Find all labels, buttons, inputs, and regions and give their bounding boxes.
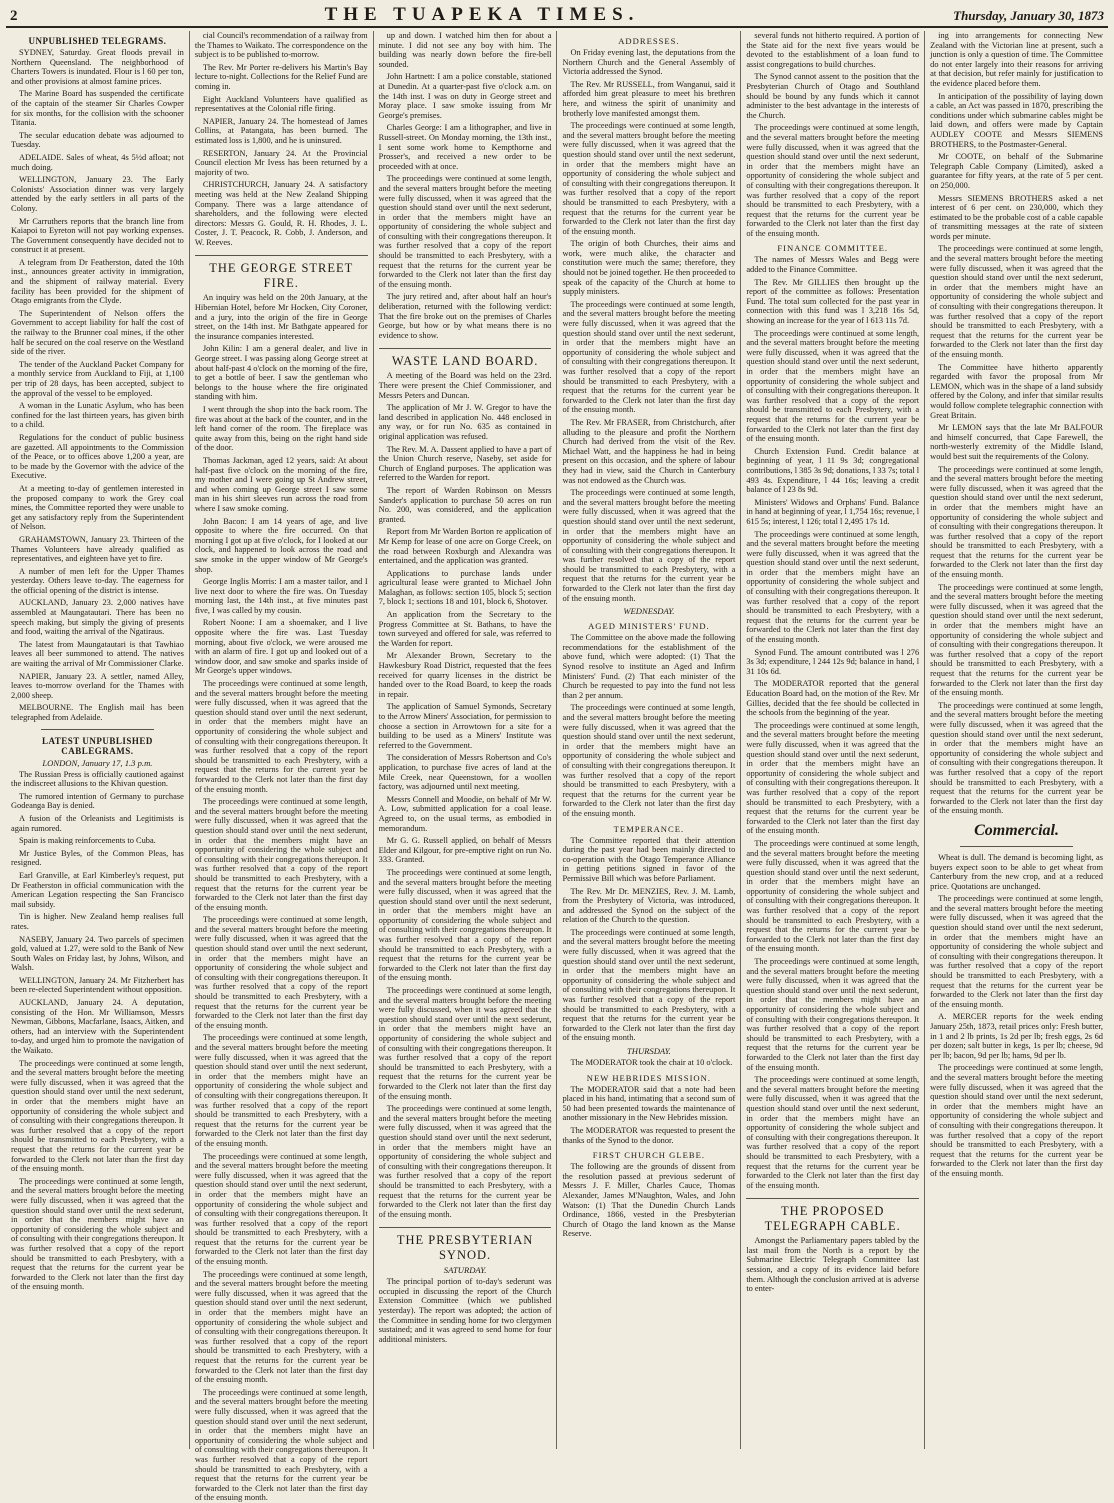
article-paragraph: The MODERATOR said that a note had been placed in his hand, intimating that a second sum of 50 had been presented towards the maintenance of another missionary in the New Hebrides mission. bbox=[562, 1084, 736, 1123]
article-paragraph: The report of Warden Robinson on Messrs Sander's application to purchase 50 acres on run No. 200, was considered, and the application granted. bbox=[378, 485, 552, 524]
article-paragraph: At a meeting to-day of gentlemen interested in the proposed company to work the Grey coal mines, the Committee reported they were unable to get any satisfactory reply from the Superintendent of Nelson. bbox=[11, 483, 184, 532]
article-paragraph: A fusion of the Orleanists and Legitimists is again rumored. bbox=[11, 813, 184, 833]
article-paragraph: The proceedings were continued at some length, and the several matters brought before the meeting were fully discussed, when it was agreed that the question should stand over until the next sederunt, in order that the members might have an opportunity of considering the whole subject and of consulting with their congregations thereupon. It was further resolved that a copy of the report should be transmitted to each Presbytery, with a request that the returns for the current year be forwarded to the Clerk not later than the first day of the ensuing month. bbox=[11, 1058, 184, 1174]
article-paragraph: The tender of the Auckland Packet Company for a monthly service from Auckland to Fiji, at 1,100 per trip of 28 days, has been accepted, subject to the approval of the vessel to be employed. bbox=[11, 359, 184, 398]
article-paragraph: The proceedings were continued at some length, and the several matters brought before the meeting were fully discussed, when it was agreed that the question should stand over until the next sederunt, in order that the members might have an opportunity of considering the whole subject and of consulting with their congregations thereupon. It was further resolved that a copy of the report should be transmitted to each Presbytery, with a request that the returns for the current year be forwarded to the Clerk not later than the first day of the ensuing month. bbox=[930, 1063, 1103, 1178]
article-paragraph: Earl Granville, at Earl Kimberley's request, put Dr Featherston in official communication with the American Legation respecting the San Francisco mail subsidy. bbox=[11, 870, 184, 909]
article-paragraph: The Rev. M. A. Dassent applied to have a part of the Union Church reserve, Naseby, set aside for Church of England purposes. The application was referred to the Warden for report. bbox=[378, 444, 552, 483]
headline-waste-land-board: WASTE LAND BOARD. bbox=[379, 348, 552, 369]
article-paragraph: GRAHAMSTOWN, January 23. Thirteen of the Thames Volunteers have already qualified as representatives, and eighteen have yet to fire. bbox=[11, 534, 184, 564]
article-paragraph: The proceedings were continued at some length, and the several matters brought before the meeting were fully discussed, when it was agreed that the question should stand over until the next sederunt, in order that the members might have an opportunity of considering the whole subject and of consulting with their congregations thereupon. It was further resolved that a copy of the report should be transmitted to each Presbytery, with a request that the returns for the current year be forwarded to the Clerk not later than the first day of the ensuing month. bbox=[930, 700, 1103, 816]
article-paragraph: The proceedings were continued at some length, and the several matters brought before the meeting were fully discussed, when it was agreed that the question should stand over until the next sederunt, in order that the members might have an opportunity of considering the whole subject and of consulting with their congregations thereupon. It was further resolved that a copy of the report should be transmitted to each Presbytery, with a request that the returns for the current year be forwarded to the Clerk not later than the first day of the ensuing month. bbox=[194, 1033, 368, 1148]
article-paragraph: Messrs Connell and Moodie, on behalf of Mr W. A. Low, submitted application for a coal lease. Agreed to, on the usual terms, as embodied in memorandum. bbox=[378, 794, 552, 833]
article-paragraph: A number of men left for the Upper Thames yesterday. Others leave to-day. The eagerness for the official opening of the district is intense. bbox=[11, 566, 184, 595]
article-paragraph: MELBOURNE. The English mail has been telegraphed from Adelaide. bbox=[11, 703, 184, 722]
columns bbox=[6, 31, 1108, 1503]
section-heading: NEW HEBRIDES MISSION. bbox=[586, 1072, 711, 1083]
article-paragraph: An inquiry was held on the 20th January, at the Hibernian Hotel, before Mr Hocken, City Coroner, and a jury, into the origin of the fire in George street, on the 14th inst. Mr Bathgate appeared for the insurance companies interested. bbox=[194, 293, 368, 341]
column-6 bbox=[925, 31, 1108, 1449]
article-paragraph: AUCKLAND, January 24. A deputation, consisting of the Hon. Mr Williamson, Messrs Newman, Gibbons, Macfarlane, Isaacs, Aitken, and others, had an interview with the Superintendent to-day, and urged him to promote the navigation of the Waikato. bbox=[11, 998, 184, 1056]
article-paragraph: NASEBY, January 24. Two parcels of specimen gold, valued at 1.27, were sold to the Bank of New South Wales on Friday last, by Johns, Wilson, and Walsh. bbox=[11, 934, 184, 973]
article-paragraph: The application of Mr J. W. Gregor to have the land described in application No. 448 enclosed in any way, or for run No. 635 as contained in original application was refused. bbox=[378, 403, 552, 441]
article-paragraph: The rumored intention of Germany to purchase Godeanga Bay is denied. bbox=[11, 791, 184, 811]
article-paragraph: The Russian Press is officially cautioned against the indiscreet allusions to the Khivan question. bbox=[11, 769, 184, 789]
article-paragraph: The proceedings were continued at some length, and the several matters brought before the meeting were fully discussed, when it was agreed that the question should stand over until the next sederunt, in order that the members might have an opportunity of considering the whole subject and of consulting with their congregations thereupon. It was further resolved that a copy of the report should be transmitted to each Presbytery, with a request that the returns for the current year be forwarded to the Clerk not later than the first day of the ensuing month. bbox=[194, 915, 368, 1030]
article-paragraph: Mr LEMON says that the late Mr BALFOUR and himself concurred, that Cape Farewell, the north-westerly extremity of the Middle Island, would best suit the requirements of the Colony. bbox=[930, 423, 1103, 461]
column-2 bbox=[190, 31, 374, 1503]
article-paragraph: Wheat is dull. The demand is becoming light, as buyers expect soon to be able to get wheat from Canterbury from the new crop, and at a reduced price. Quotations are unchanged. bbox=[930, 852, 1103, 891]
column-4 bbox=[557, 31, 741, 1449]
article-paragraph: CHRISTCHURCH, January 24. A satisfactory meeting was held at the New Zealand Shipping Company. There was a large attendance of shareholders, and the following were elected directors: Messrs G. Gould, R. H. Rhodes, J. L. Coster, J. T. Peacock, R. Cobb, J. Anderson, and W. Reeves. bbox=[194, 180, 368, 247]
article-paragraph: The proceedings were continued at some length, and the several matters brought before the meeting were fully discussed, when it was agreed that the question should stand over until the next sederunt, in order that the members might have an opportunity of considering the whole subject and of consulting with their congregations thereupon. It was further resolved that a copy of the report should be transmitted to each Presbytery, with a request that the returns for the current year be forwarded to the Clerk not later than the first day of the ensuing month. bbox=[562, 927, 736, 1043]
article-paragraph: The names of Messrs Wales and Begg were added to the Finance Committee. bbox=[746, 255, 920, 275]
headline-unpublished-telegrams: UNPUBLISHED TELEGRAMS. bbox=[28, 36, 167, 46]
article-paragraph: Ministers' Widows and Orphans' Fund. Balance in hand at beginning of year, l 1,754 16s; revenue, l 615 5s; interest, l 126; total l 2,495 17s 1d. bbox=[746, 497, 920, 526]
article-paragraph: The proceedings were continued at some length, and the several matters brought before the meeting were fully discussed, when it was agreed that the question should stand over until the next sederunt, in order that the members might have an opportunity of considering the whole subject and of consulting with their congregations thereupon. It was further resolved that a copy of the report should be transmitted to each Presbytery, with a request that the returns for the current year be forwarded to the Clerk not later than the first day of the ensuing month. bbox=[746, 838, 920, 954]
article-paragraph: The Rev. Mr Porter re-delivers his Martin's Bay lecture to-night. Collections for the Relief Fund are coming in. bbox=[194, 62, 368, 91]
section-heading: WEDNESDAY. bbox=[623, 606, 675, 617]
headline-commercial: Commercial. bbox=[974, 821, 1059, 839]
article-paragraph: Regulations for the conduct of public business are gazetted. All appointments to the Commission of the Peace, or to offices above 1,200 a year, are to be made by the Governor with the advice of the Executive. bbox=[11, 432, 184, 481]
issue-date: Thursday, January 30, 1873 bbox=[953, 8, 1104, 23]
article-paragraph: The proceedings were continued at some length, and the several matters brought before the meeting were fully discussed, when it was agreed that the question should stand over until the next sederunt, in order that the members might have an opportunity of considering the whole subject and of consulting with their congregations thereupon. It was further resolved that a copy of the report should be transmitted to each Presbytery, with a request that the returns for the current year be forwarded to the Clerk not later than the first day of the ensuing month. bbox=[746, 529, 920, 645]
article-paragraph: The MODERATOR was requested to present the thanks of the Synod to the donor. bbox=[562, 1125, 736, 1145]
article-paragraph: The secular education debate was adjourned to Tuesday. bbox=[11, 130, 184, 150]
article-paragraph: Messrs SIEMENS BROTHERS asked a net interest of 6 per cent. on 230,000, which they estimated to be the probable cost of a cable capable of transmitting messages at the rate of sixteen words per minute. bbox=[930, 193, 1103, 241]
headline-telegraph-cable: THE PROPOSED TELEGRAPH CABLE. bbox=[746, 1198, 919, 1234]
article-paragraph: Mr Alexander Brown, Secretary to the Hawkesbury Road District, requested that the fees received for quarry licenses in the district be handed over to the Road Board, to keep the roads in repair. bbox=[378, 651, 552, 699]
article-paragraph: Eight Auckland Volunteers have qualified as representatives at the Colonial rifle firing. bbox=[194, 94, 368, 114]
column-1 bbox=[6, 31, 190, 1449]
article-paragraph: The jury retired and, after about half an hour's deliberation, returned with the following verdict: That the fire broke out on the premises of Charles George, but how or by what means there is no evidence to show. bbox=[378, 292, 552, 340]
article-paragraph: The Superintendent of Nelson offers the Government to accept liability for half the cost of the railway to the Brunner coal mines, if the other half be secured on the coal reserve on the Westland side of the river. bbox=[11, 308, 184, 357]
article-paragraph: The application of Samuel Symonds, Secretary to the Arrow Miners' Association, for permission to choose a section in Arrowtown for a site for a building to be used as a Miners' Institute was referred to the Government. bbox=[378, 702, 552, 750]
article-paragraph: Report from Mr Warden Borton re application of Mr Kemp for lease of one acre on Gorge Creek, on the road between Roxburgh and Alexandra was entertained, and the application was granted. bbox=[378, 527, 552, 566]
section-heading: THURSDAY. bbox=[626, 1046, 671, 1056]
article-paragraph: The proceedings were continued at some length, and the several matters brought before the meeting were fully discussed, when it was agreed that the question should stand over until the next sederunt, in order that the members might have an opportunity of considering the whole subject and of consulting with their congregations thereupon. It was further resolved that a copy of the report should be transmitted to each Presbytery, with a request that the returns for the current year be forwarded to the Clerk not later than the first day of the ensuing month. bbox=[746, 123, 920, 238]
article-paragraph: several funds not hitherto required. A portion of the State aid for the next five years would be devoted to the establishment of a loan fund to assist congregations to build churches. bbox=[746, 31, 920, 69]
article-paragraph: The Rev. Mr Dr. MENZIES, Rev. J. M. Lamb, from the Presbytery of Victoria, was introduced, and addressed the Synod on the subject of the relation of the Church to the question. bbox=[562, 886, 736, 925]
masthead bbox=[6, 4, 1108, 28]
divider bbox=[960, 846, 1073, 847]
article-paragraph: ADELAIDE. Sales of wheat, 4s 5½d afloat; not much doing. bbox=[11, 152, 184, 172]
article-paragraph: The principal portion of to-day's sederunt was occupied in discussing the report of the Church Extension Committee (which we published yesterday). The report was adopted; the action of the Committee in sending home for two clergymen sustained; and it was agreed to send home for four additional ministers. bbox=[378, 1277, 552, 1344]
article-paragraph: Mr Justice Byles, of the Common Pleas, has resigned. bbox=[11, 848, 184, 868]
article-paragraph: The Marine Board has suspended the certificate of the captain of the steamer Sir Charles Cowper for six months, for the collision with the schooner Titania. bbox=[11, 89, 184, 128]
article-paragraph: The proceedings were continued at some length, and the several matters brought before the meeting were fully discussed, when it was agreed that the question should stand over until the next sederunt, in order that the members might have an opportunity of considering the whole subject and of consulting with their congregations thereupon. It was further resolved that a copy of the report should be transmitted to each Presbytery, with a request that the returns for the current year be forwarded to the Clerk not later than the first day of the ensuing month. bbox=[194, 1151, 368, 1267]
article-paragraph: The following are the grounds of dissent from the resolution passed at previous sederunt of Messrs J. F. Miller, Charles Cauce, Thomas Alexander, James M'Naughton, Wales, and John Watson: (1) That the Dunedin Church Lands Ordinance, 1866, vested in the Presbyterian Church of Otago the land known as the Manse Reserve. bbox=[562, 1162, 736, 1239]
article-paragraph: George Inglis Morris: I am a master tailor, and I live next door to where the fire was. On Tuesday morning last, the 14th inst., at five minutes past five, I was called by my cousin. bbox=[194, 577, 368, 615]
dateline: SATURDAY. bbox=[443, 1265, 487, 1276]
article-paragraph: The proceedings were continued at some length, and the several matters brought before the meeting were fully discussed, when it was agreed that the question should stand over until the next sederunt, in order that the members might have an opportunity of considering the whole subject and of consulting with their congregations thereupon. It was further resolved that a copy of the report should be transmitted to each Presbytery, with a request that the returns for the current year be forwarded to the Clerk not later than the first day of the ensuing month. bbox=[194, 1269, 368, 1385]
article-paragraph: John Hartnett: I am a police constable, stationed at Dunedin. At a quarter-past five o'clock a.m. on the 14th inst. I was on duty in George street and Moray place. I saw smoke issuing from Mr George's premises. bbox=[378, 72, 552, 120]
page-number: 2 bbox=[10, 8, 18, 24]
article-paragraph: The proceedings were continued at some length, and the several matters brought before the meeting were fully discussed, when it was agreed that the question should stand over until the next sederunt, in order that the members might have an opportunity of considering the whole subject and of consulting with their congregations thereupon. It was further resolved that a copy of the report should be transmitted to each Presbytery, with a request that the returns for the current year be forwarded to the Clerk not later than the first day of the ensuing month. bbox=[378, 174, 552, 289]
article-paragraph: The proceedings were continued at some length, and the several matters brought before the meeting were fully discussed, when it was agreed that the question should stand over until the next sederunt, in order that the members might have an opportunity of considering the whole subject and of consulting with their congregations thereupon. It was further resolved that a copy of the report should be transmitted to each Presbytery, with a request that the returns for the current year be forwarded to the Clerk not later than the first day of the ensuing month. bbox=[562, 703, 736, 818]
article-paragraph: I went through the shop into the back room. The fire was about at the back of the counter, and in the left hand corner of the room. The fireplace was quite away from this, being on the right hand side of the door. bbox=[194, 405, 368, 453]
article-paragraph: The proceedings were continued at some length, and the several matters brought before the meeting were fully discussed, when it was agreed that the question should stand over until the next sederunt, in order that the members might have an opportunity of considering the whole subject and of consulting with their congregations thereupon. It was further resolved that a copy of the report should be transmitted to each Presbytery, with a request that the returns for the current year be forwarded to the Clerk not later than the first day of the ensuing month. bbox=[194, 1387, 368, 1503]
article-paragraph: A. MERCER reports for the week ending January 25th, 1873, retail prices only: Fresh butter, in 1 and 2 lb prints, 1s 2d per lb; fresh eggs, 2s 6d per dozen; salt butter in kegs, 1s per lb; cheese, 9d per lb; bacon, 9d per lb; hams, 9d per lb. bbox=[930, 1012, 1103, 1060]
article-paragraph: The origin of both Churches, their aims and work, were much alike, the character and constitution were much the same; therefore, they should not be joined together. He then proceeded to speak of the capacity of the Church at home to supply ministers. bbox=[562, 239, 736, 297]
article-paragraph: The proceedings were continued at some length, and the several matters brought before the meeting were fully discussed, when it was agreed that the question should stand over until the next sederunt, in order that the members might have an opportunity of considering the whole subject and of consulting with their congregations thereupon. It was further resolved that a copy of the report should be transmitted to each Presbytery, with a request that the returns for the current year be forwarded to the Clerk not later than the first day of the ensuing month. bbox=[194, 797, 368, 912]
article-paragraph: The Committee reported that their attention during the past year had been mainly directed to co-operation with the Otago Temperance Alliance in getting petitions signed in favor of the Permissive Bill which was before Parliament. bbox=[562, 835, 736, 883]
article-paragraph: The proceedings were continued at some length, and the several matters brought before the meeting were fully discussed, when it was agreed that the question should stand over until the next sederunt, in order that the members might have an opportunity of considering the whole subject and of consulting with their congregations thereupon. It was further resolved that a copy of the report should be transmitted to each Presbytery, with a request that the returns for the current year be forwarded to the Clerk not later than the first day of the ensuing month. bbox=[746, 957, 920, 1072]
article-paragraph: Charles George: I am a lithographer, and live in Russell-street. On Monday morning, the 13th inst., I sent some work home to Kempthorne and Prosser's, and received a new order to be proceeded with at once. bbox=[378, 123, 552, 171]
article-paragraph: up and down. I watched him then for about a minute. I did not see any boy with him. The building was nearly down before the fire-bell sounded. bbox=[378, 31, 552, 69]
article-paragraph: Mr G. G. Russell applied, on behalf of Messrs Elder and Kilgour, for pre-emptive right on run No. 333. Granted. bbox=[378, 836, 552, 865]
article-paragraph: AUCKLAND, January 23. 2,000 natives have assembled at Maungatautari. There has been no speech making, but simply the giving of presents and food, waiting the arrival of the Ngatiraus. bbox=[11, 598, 184, 637]
article-paragraph: The proceedings were continued at some length, and the several matters brought before the meeting were fully discussed, when it was agreed that the question should stand over until the next sederunt, in order that the members might have an opportunity of considering the whole subject and of consulting with their congregations thereupon. It was further resolved that a copy of the report should be transmitted to each Presbytery, with a request that the returns for the current year be forwarded to the Clerk not later than the first day of the ensuing month. bbox=[378, 986, 552, 1101]
article-paragraph: The MODERATOR took the chair at 10 o'clock. bbox=[570, 1058, 733, 1067]
article-paragraph: The proceedings were continued at some length, and the several matters brought before the meeting were fully discussed, when it was agreed that the question should stand over until the next sederunt, in order that the members might have an opportunity of considering the whole subject and of consulting with their congregations thereupon. It was further resolved that a copy of the report should be transmitted to each Presbytery, with a request that the returns for the current year be forwarded to the Clerk not later than the first day of the ensuing month. bbox=[562, 121, 736, 236]
article-paragraph: The proceedings were continued at some length, and the several matters brought before the meeting were fully discussed, when it was agreed that the question should stand over until the next sederunt, in order that the members might have an opportunity of considering the whole subject and of consulting with their congregations thereupon. It was further resolved that a copy of the report should be transmitted to each Presbytery, with a request that the returns for the current year be forwarded to the Clerk not later than the first day of the ensuing month. bbox=[930, 244, 1103, 359]
article-paragraph: The Rev. Mr FRASER, from Christchurch, after alluding to the pleasure and profit the Northern Church had derived from the visit of the Rev. Michael Watt, and the happiness he had in being present on this occasion, and the sphere of labour they had in view, said the Church in Canterbury was not endowed as the Church was. bbox=[562, 417, 736, 485]
column-3 bbox=[374, 31, 558, 1449]
article-paragraph: A woman in the Lunatic Asylum, who has been confined for the last thirteen years, has given birth to a child. bbox=[11, 401, 184, 430]
article-paragraph: Synod Fund. The amount contributed was l 276 3s 3d; expenditure, l 244 12s 9d; balance in hand, l 31 10s 6d. bbox=[746, 647, 920, 676]
article-paragraph: Applications to purchase lands under agricultural lease were granted to Michael John Malaghan, as follows: section 105, block 5; section 7, block 1; sections 18 and 101, block 6, Shotover. bbox=[378, 568, 552, 607]
article-paragraph: The proceedings were continued at some length, and the several matters brought before the meeting were fully discussed, when it was agreed that the question should stand over until the next sederunt, in order that the members might have an opportunity of considering the whole subject and of consulting with their congregations thereupon. It was further resolved that a copy of the report should be transmitted to each Presbytery, with a request that the returns for the current year be forwarded to the Clerk not later than the first day of the ensuing month. bbox=[378, 1104, 552, 1219]
section-heading: TEMPERANCE. bbox=[613, 823, 685, 834]
headline-george-street-fire: THE GEORGE STREET FIRE. bbox=[195, 255, 368, 291]
article-paragraph: The proceedings were continued at some length, and the several matters brought before the meeting were fully discussed, when it was agreed that the question should stand over until the next sederunt, in order that the members might have an opportunity of considering the whole subject and of consulting with their congregations thereupon. It was further resolved that a copy of the report should be transmitted to each Presbytery, with a request that the returns for the current year be forwarded to the Clerk not later than the first day of the ensuing month. bbox=[746, 1075, 920, 1190]
headline-presbyterian-synod: THE PRESBYTERIAN SYNOD. bbox=[379, 1227, 552, 1263]
article-paragraph: cial Council's recommendation of a railway from the Thames to Waikato. The correspondence on the subject is to be published to-morrow. bbox=[194, 31, 368, 60]
column-5 bbox=[741, 31, 925, 1449]
article-paragraph: The proceedings were continued at some length, and the several matters brought before the meeting were fully discussed, when it was agreed that the question should stand over until the next sederunt, in order that the members might have an opportunity of considering the whole subject and of consulting with their congregations thereupon. It was further resolved that a copy of the report should be transmitted to each Presbytery, with a request that the returns for the current year be forwarded to the Clerk not later than the first day of the ensuing month. bbox=[746, 328, 920, 444]
article-paragraph: Tin is higher. New Zealand hemp realises full rates. bbox=[11, 912, 184, 931]
article-paragraph: ing into arrangements for connecting New Zealand with the Victorian line at present, such a junction is only a question of time. The Committee do not enter largely into their reasons for arriving at that decision, but refer mainly for justification to the evidence placed before them. bbox=[930, 31, 1103, 88]
article-paragraph: The proceedings were continued at some length, and the several matters brought before the meeting were fully discussed, when it was agreed that the question should stand over until the next sederunt, in order that the members might have an opportunity of considering the whole subject and of consulting with their congregations thereupon. It was further resolved that a copy of the report should be transmitted to each Presbytery, with a request that the returns for the current year be forwarded to the Clerk not later than the first day of the ensuing month. bbox=[11, 1176, 184, 1292]
article-paragraph: John Kilin: I am a general dealer, and live in George street. I was passing along George street at about half-past 4 o'clock on the morning of the fire, to get a bottle of beer. I saw the gentleman who belongs to the house where the fire originated standing with him. bbox=[194, 344, 368, 402]
section-heading: FINANCE COMMITTEE. bbox=[777, 243, 889, 254]
section-heading: ADDRESSES. bbox=[618, 36, 680, 46]
section-heading: FIRST CHURCH GLEBE. bbox=[592, 1150, 705, 1161]
divider bbox=[41, 729, 154, 730]
article-paragraph: The proceedings were continued at some length, and the several matters brought before the meeting were fully discussed, when it was agreed that the question should stand over until the next sederunt, in order that the members might have an opportunity of considering the whole subject and of consulting with their congregations thereupon. It was further resolved that a copy of the report should be transmitted to each Presbytery, with a request that the returns for the current year be forwarded to the Clerk not later than the first day of the ensuing month. bbox=[378, 867, 552, 983]
article-paragraph: The proceedings were continued at some length, and the several matters brought before the meeting were fully discussed, when it was agreed that the question should stand over until the next sederunt, in order that the members might have an opportunity of considering the whole subject and of consulting with their congregations thereupon. It was further resolved that a copy of the report should be transmitted to each Presbytery, with a request that the returns for the current year be forwarded to the Clerk not later than the first day of the ensuing month. bbox=[746, 720, 920, 836]
dateline: LONDON, January 17, 1.3 p.m. bbox=[42, 757, 153, 768]
article-paragraph: The Synod cannot assent to the position that the Presbyterian Church of Otago and Southland should be bound by any funds which it cannot administer to the best advantage in the interests of the Church. bbox=[746, 72, 920, 120]
article-paragraph: The proceedings were continued at some length, and the several matters brought before the meeting were fully discussed, when it was agreed that the question should stand over until the next sederunt, in order that the members might have an opportunity of considering the whole subject and of consulting with their congregations thereupon. It was further resolved that a copy of the report should be transmitted to each Presbytery, with a request that the returns for the current year be forwarded to the Clerk not later than the first day of the ensuing month. bbox=[562, 488, 736, 603]
article-paragraph: WELLINGTON, January 23. The Early Colonists' Association dinner was very largely attended by the early settlers in all parts of the Colony. bbox=[11, 175, 184, 213]
article-paragraph: The proceedings were continued at some length, and the several matters brought before the meeting were fully discussed, when it was agreed that the question should stand over until the next sederunt, in order that the members might have an opportunity of considering the whole subject and of consulting with their congregations thereupon. It was further resolved that a copy of the report should be transmitted to each Presbytery, with a request that the returns for the current year be forwarded to the Clerk not later than the first day of the ensuing month. bbox=[930, 582, 1103, 698]
article-paragraph: Thomas Jackman, aged 12 years, said: At about half-past five o'clock on the morning of the fire, my mother and I were going up St Andrew street, and when coming up George street I saw some man in his shirt sleeves run across the road from where I saw smoke coming. bbox=[194, 455, 368, 513]
article-paragraph: In anticipation of the possibility of laying down a cable, an Act was passed in 1870, prescribing the conditions under which submarine cables might be laid down, and offers were made by Captain AUDLEY COOTE and Messrs SIEMENS BROTHERS, to the Postmaster-General. bbox=[930, 91, 1103, 149]
article-paragraph: The Committee on the above made the following recommendations for the establishment of the above fund, which were adopted: (1) That the Synod resolve to institute an Aged and Infirm Ministers' Fund. (2) That each minister of the Church be requested to pay into the fund not less than 2 per annum. bbox=[562, 633, 736, 700]
section-heading: AGED MINISTERS' FUND. bbox=[588, 621, 710, 632]
article-paragraph: Mr COOTE, on behalf of the Submarine Telegraph Cable Company (Limited), asked a guarantee for fifty years, at the rate of 5 per cent. on 250,000. bbox=[930, 152, 1103, 190]
article-paragraph: The proceedings were continued at some length, and the several matters brought before the meeting were fully discussed, when it was agreed that the question should stand over until the next sederunt, in order that the members might have an opportunity of considering the whole subject and of consulting with their congregations thereupon. It was further resolved that a copy of the report should be transmitted to each Presbytery, with a request that the returns for the current year be forwarded to the Clerk not later than the first day of the ensuing month. bbox=[194, 679, 368, 794]
article-paragraph: Amongst the Parliamentary papers tabled by the last mail from the North is a report by the Submarine Electric Telegraph Committee last session, and a copy of its evidence laid before them. Although the conclusion arrived at is adverse to enter- bbox=[746, 1236, 920, 1294]
article-paragraph: The Committee have hitherto apparently regarded with favor the proposal from Mr LEMON, which was in the shape of a land subsidy offered by the Colony, and infer that similar results would follow complete telegraphic connection with Great Britain. bbox=[930, 362, 1103, 420]
article-paragraph: The consideration of Messrs Robertson and Co's application, to purchase five acres of land at the Mile Creek, near Queenstown, for a woollen factory, was adjourned until next meeting. bbox=[378, 753, 552, 792]
article-paragraph: The proceedings were continued at some length, and the several matters brought before the meeting were fully discussed, when it was agreed that the question should stand over until the next sederunt, in order that the members might have an opportunity of considering the whole subject and of consulting with their congregations thereupon. It was further resolved that a copy of the report should be transmitted to each Presbytery, with a request that the returns for the current year be forwarded to the Clerk not later than the first day of the ensuing month. bbox=[930, 894, 1103, 1009]
article-paragraph: The proceedings were continued at some length, and the several matters brought before the meeting were fully discussed, when it was agreed that the question should stand over until the next sederunt, in order that the members might have an opportunity of considering the whole subject and of consulting with their congregations thereupon. It was further resolved that a copy of the report should be transmitted to each Presbytery, with a request that the returns for the current year be forwarded to the Clerk not later than the first day of the ensuing month. bbox=[562, 299, 736, 415]
article-paragraph: Robert Noone: I am a shoemaker, and I live opposite where the fire was. Last Tuesday morning, about five o'clock, we were aroused me with an alarm of fire. I got up and looked out of a window door, and saw smoke and sparks inside of Mr George's upper windows. bbox=[194, 618, 368, 676]
headline-latest-cablegrams: LATEST UNPUBLISHED CABLEGRAMS. bbox=[41, 735, 153, 756]
article-paragraph: The latest from Maungatautari is that Tawhiao leaves all beer summoned to attend. The natives are waiting the arrival of Mr Commissioner Clarke. bbox=[11, 639, 184, 669]
article-paragraph: The Rev. Mr RUSSELL, from Wanganui, said it afforded him great pleasure to meet his brethren here, and witness the spirit of unanimity and brotherly love manifested amongst them. bbox=[562, 79, 736, 118]
article-paragraph: The Rev. Mr GILLIES then brought up the report of the committee as follows: Presentation Fund. The total sum collected for the past year in connection with this fund was l 3,218 16s 5d, showing an increase for the year of l 613 11s 7d. bbox=[746, 277, 920, 326]
article-paragraph: Church Extension Fund. Credit balance at beginning of year, l 11 9s 3d; congregational contributions, l 385 3s 9d; donations, l 33 7s; total l 493 4s. Expenditure, l 44 16s; leaving a credit balance of l 23 8s 9d. bbox=[746, 446, 920, 495]
article-paragraph: WELLINGTON, January 24. Mr Fitzherbert has been re-elected Superintendent without opposition. bbox=[11, 975, 184, 995]
article-paragraph: On Friday evening last, the deputations from the Northern Church and the General Assembly of Victoria addressed the Synod. bbox=[562, 48, 736, 77]
article-paragraph: RESERTON, January 24. At the Provincial Council election Mr Ivess has been returned by a majority of two. bbox=[194, 148, 368, 177]
article-paragraph: Spain is making reinforcements to Cuba. bbox=[19, 836, 156, 846]
article-paragraph: The MODERATOR reported that the general Education Board had, on the motion of the Rev. Mr Gillies, decided that the fee should be collected in the schools from the beginning of the year. bbox=[746, 679, 920, 718]
article-paragraph: SYDNEY, Saturday. Great floods prevail in Northern Queensland. The neighborhood of Charters Towers is inundated. Flour is l 60 per ton, and other provisions at almost famine prices. bbox=[11, 48, 184, 86]
newspaper-title: THE TUAPEKA TIMES. bbox=[324, 4, 640, 25]
article-paragraph: Mr Carruthers reports that the branch line from Kaiapoi to Eyreton will not pay working expenses. The Government consequently have decided not to construct it at present. bbox=[11, 216, 184, 255]
article-paragraph: John Bacon: I am 14 years of age, and live opposite to where the fire occurred. On that morning I got up at five o'clock, for I looked at our clock, and happened to look across the road and saw smoke in the upper window of Mr George's shop. bbox=[194, 516, 368, 574]
article-paragraph: A meeting of the Board was held on the 23rd. There were present the Chief Commissioner, and Messrs Peters and Duncan. bbox=[378, 371, 552, 400]
article-paragraph: A telegram from Dr Featherston, dated the 10th inst., announces greater activity in immigration, and the shipment of railway material. Every facility has been provided for the shipment of Otago emigrants from the Clyde. bbox=[11, 257, 184, 306]
article-paragraph: The proceedings were continued at some length, and the several matters brought before the meeting were fully discussed, when it was agreed that the question should stand over until the next sederunt, in order that the members might have an opportunity of considering the whole subject and of consulting with their congregations thereupon. It was further resolved that a copy of the report should be transmitted to each Presbytery, with a request that the returns for the current year be forwarded to the Clerk not later than the first day of the ensuing month. bbox=[930, 464, 1103, 580]
article-paragraph: NAPIER, January 24. The homestead of James Collins, at Patangata, has been burned. The estimated loss is 1,800, and he is uninsured. bbox=[194, 116, 368, 145]
article-paragraph: NAPIER, January 23. A settler, named Alley, leaves to-morrow overland for the Thames with 2,000 sheep. bbox=[11, 671, 184, 700]
article-paragraph: An application from the Secretary to the Progress Committee at St. Bathans, to have the town surveyed and offered for sale, was referred to the Warden for report. bbox=[378, 610, 552, 648]
